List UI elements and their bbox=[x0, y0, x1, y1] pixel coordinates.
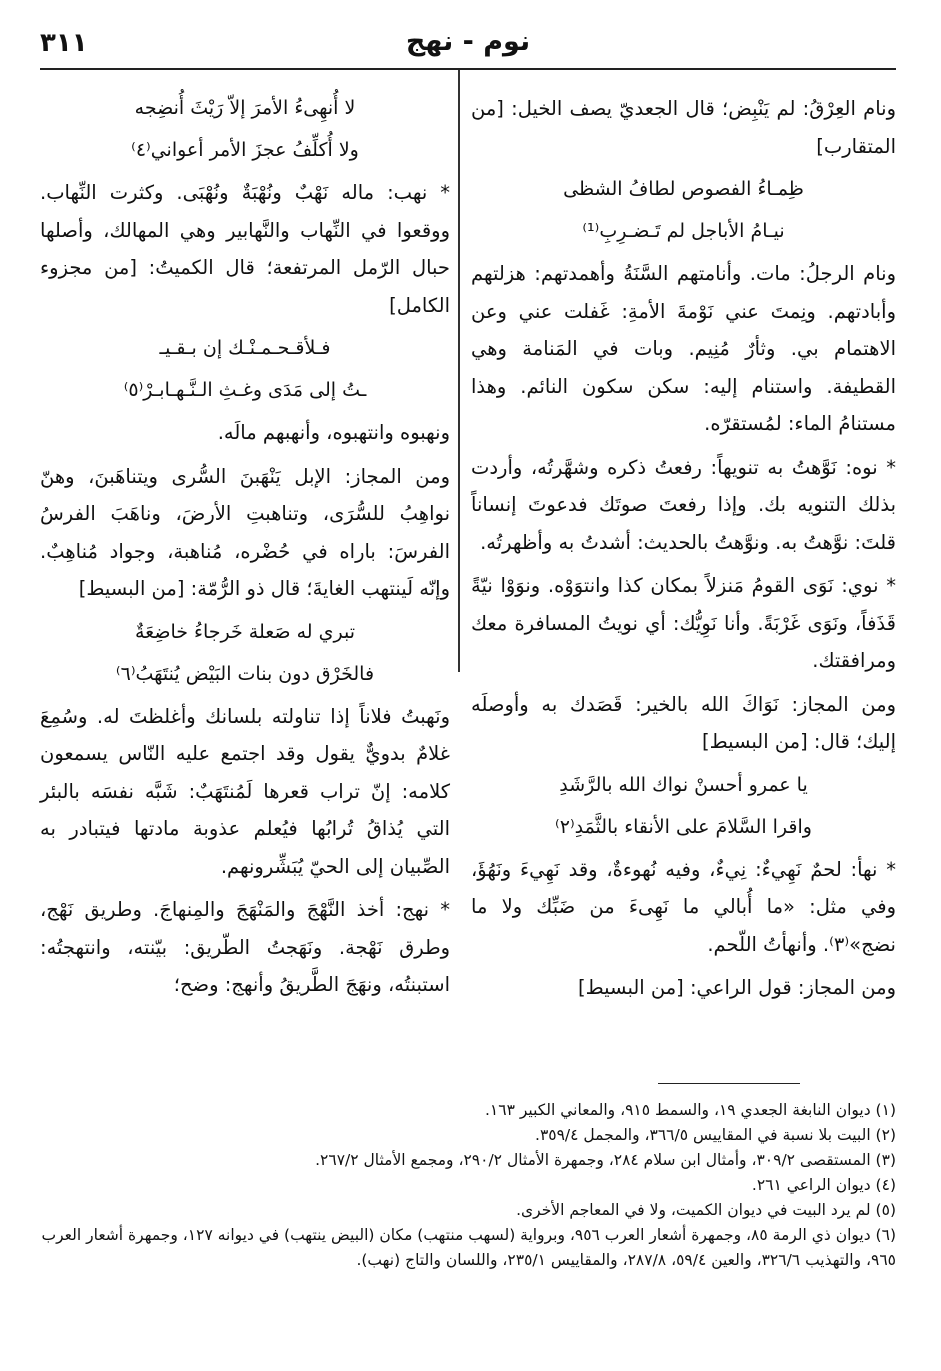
page-title: نوم - نهج bbox=[405, 26, 531, 57]
footnote: (٢) البيت بلا نسبة في المقاييس ٣٦٦/٥، والمجمل ٣٥٩/٤. bbox=[535, 1126, 896, 1144]
footnotes bbox=[40, 1098, 896, 1273]
footnote-separator bbox=[658, 1083, 800, 1084]
entry-paragraph: * نوه: نَوَّهتُ به تنويهاً: رفعتُ ذكره وشهَّرتُه، وأردت بذلك التنويه بك. وإذا رفعتَ صوتَك فدعوتَ إنساناً قلتَ: نوَّهتُ به. ونوَّهتُ بالحديث: أشدتُ به وأظهرتُه. bbox=[471, 455, 896, 554]
verse-line: نيـامُ الأباجل لم تَـضـرِبِ⁽¹⁾ bbox=[582, 220, 785, 242]
entry-paragraph: ومن المجاز: نَوَاكَ الله بالخير: قَصَدك به وأوصلَه إليك؛ قال: [من البسيط] bbox=[471, 692, 896, 753]
verse-line: فـلأقـحـمـنْـك إن بـقـيـ bbox=[159, 337, 331, 359]
right-column bbox=[471, 90, 896, 1013]
footnote: (١) ديوان النابغة الجعدي ١٩، والسمط ٩١٥، والمعاني الكبير ١٦٣. bbox=[484, 1101, 896, 1119]
page-header bbox=[40, 20, 896, 70]
page-number: ٣١١ bbox=[40, 28, 88, 58]
entry-paragraph: * نهب: ماله نَهْبٌ ونُهْبَةٌ ونُهْبَى. وكثرت النِّهاب. ووقعوا في النِّهاب والنَّهابير وهي المهالك، وأصلها حبال الرّمل المرتفعة؛ قال الكميتُ: [من مجزوء الكامل] bbox=[40, 181, 450, 317]
entry-paragraph: ونام العِرْقُ: لم يَنْبِض؛ قال الجعديّ يصف الخيل: [من المتقارب] bbox=[471, 97, 896, 158]
footnote: (٣) المستقصى ٣٠٩/٢، وأمثال ابن سلام ٢٨٤، وجمهرة الأمثال ٢٩٠/٢، ومجمع الأمثال ٢٦٧/٢. bbox=[315, 1151, 896, 1169]
footnote: (٦) ديوان ذي الرمة ٨٥، وجمهرة أشعار العرب ٩٥٦، وبرواية (لسهب منتهب) مكان (البيض ينتهب) في ديوانه ١٢٧، وجمهرة أشعار العرب ٩٦٥، والتهذيب ٣٢٦/٦، والعين ٥٩/٤، ٢٨٧/٨، والمقاييس ٢٣٥/١، واللسان والتاج (نهب). bbox=[41, 1226, 896, 1269]
column-divider bbox=[458, 70, 460, 672]
verse-line: لا أُنهِىءُ الأمرَ إلاّ رَيْثَ أُنضِجه bbox=[134, 97, 356, 119]
verse-line: تبري له صَعلة خَرجاءُ خاضِعَةٌ bbox=[134, 620, 355, 643]
entry-paragraph: ومن المجاز: الإبل يَنْهَبنَ السُّرى ويتناهَبنَ، وهنّ نواهِبُ للسُّرَى، وتناهبتِ الأرضَ، وناهَبَ الفرسُ الفرسَ: باراه في حُضْره، مُناهبة، وجواد مُناهِبٌ. وإنّه لَينتهب الغايةَ؛ قال ذو الرُّمّة: [من البسيط] bbox=[40, 464, 450, 600]
entry-paragraph: ونَهبتُ فلاناً إذا تناولته بلسانك وأغلظتَ له. وسُمِعَ غلامٌ بدويٌّ يقول وقد اجتمع عليه النّاس يسمعون كلامه: إنّ تراب قعرها لَمُنتَهَبٌ: شَبَّه نفسَه بالبئر التي يُذاقُ تُرابُها فيُعلم عذوبة مادتها فيتبادر به الصِّبيان إلى الحيّ يُبَشِّرونهم. bbox=[40, 704, 450, 878]
verse-line: ولا أُكلِّفُ عجزَ الأمر أعواني⁽٤⁾ bbox=[131, 139, 359, 161]
verse-line: ـتُ إلى مَدَى وغـثِ الـنَّـهـابـرْ⁽٥⁾ bbox=[123, 379, 367, 401]
entry-paragraph: * نوي: نَوَى القومُ مَنزلاً بمكان كذا وانتوَوْه. ونوَوْا نيّةً قَذَفاً، ونَوَى غَرْبَةً. وأنا نَوِيُّك: أي نويتُ المسافرة معك ومرافقتك. bbox=[471, 574, 896, 672]
verse-line: ظِمـاءُ الفصوص لطافُ الشظى bbox=[563, 178, 804, 200]
verse-line: فالخَرْق دون بنات البَيْض يُنتَهَبُ⁽٦⁾ bbox=[115, 662, 375, 685]
entry-paragraph: * نهج: أخذ النَّهْجَ والمَنْهَجَ والمِنهاجَ. وطريق نَهْج، وطرق نَهْجة. ونَهَجتُ الطّريق: بيّنته، وانتهجتُه: استبنتُه، ونهَجَ الطَّريقُ وأنهج: وضح؛ bbox=[40, 898, 450, 996]
entry-paragraph: ونهبوه وانتهبوه، وأنهبهم مالَه. bbox=[217, 421, 450, 444]
entry-paragraph: ونام الرجلُ: مات. وأنامتهم السَّنَةُ وأهمدتهم: هزلتهم وأبادتهم. ونِمتَ عني نَوْمةَ الأمةِ: غَفلت عني وعن الاهتمام بي. وثأرٌ مُنِيم. وبات في المَنامة وهي القطيفة. واستنام إليه: سكن سكون النائم. وهذا مستنامُ الماء: لمُستقرّه. bbox=[471, 262, 896, 435]
footnote: (٥) لم يرد البيت في ديوان الكميت، ولا في المعاجم الأخرى. bbox=[516, 1201, 896, 1219]
left-column bbox=[40, 90, 450, 1010]
verse-line: واقرا السَّلامَ على الأنقاء بالثَّمَدِ⁽٢⁾ bbox=[555, 815, 812, 838]
entry-paragraph: * نهأ: لحمٌ نَهِيءٌ: نِيءٌ، وفيه نُهوءةٌ، وقد نَهِيءَ ونَهُؤَ، وفي مثل: «ما أُبالي ما نَهِىءَ من ضَبِّك ولا ما نضج»⁽٣⁾. وأنهأتُ اللّحم. bbox=[471, 857, 896, 956]
footnote: (٤) ديوان الراعي ٢٦١. bbox=[751, 1176, 896, 1194]
entry-paragraph: ومن المجاز: قول الراعي: [من البسيط] bbox=[578, 976, 896, 999]
verse-line: يا عمرو أحسنْ نواك الله بالرَّشَدِ bbox=[559, 773, 808, 796]
